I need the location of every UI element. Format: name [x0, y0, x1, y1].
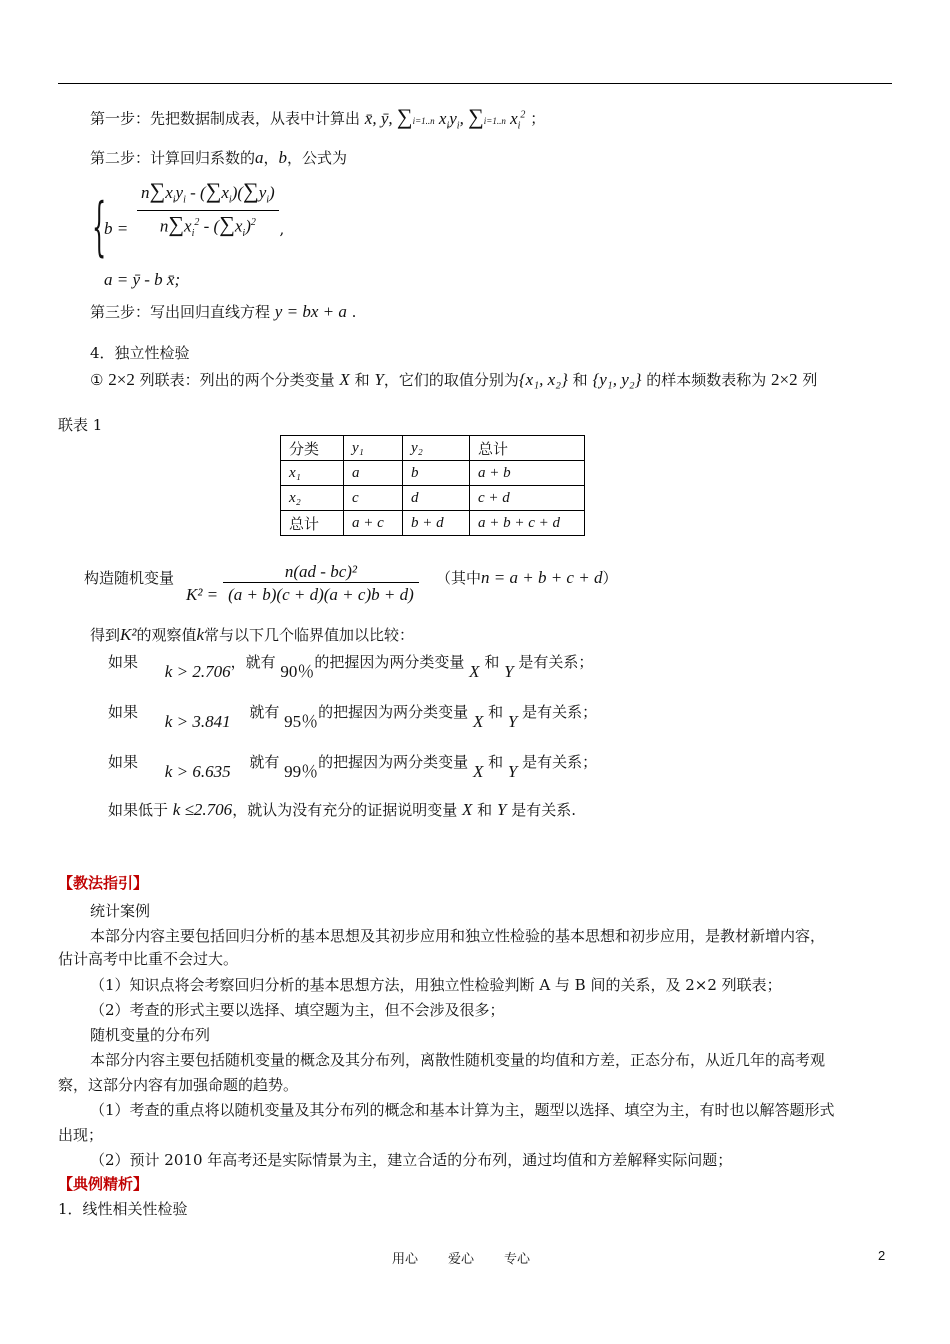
compare-row: [108, 702, 598, 731]
section4-item1: [90, 370, 817, 390]
set-y: {y₁, y₂}: [592, 370, 642, 389]
formula-brace: {: [92, 190, 107, 264]
step2-b: b: [278, 148, 288, 167]
row-cond: k > 2.706: [164, 662, 231, 681]
step2-a: a: [255, 148, 264, 167]
guide-p1: 统计案例: [90, 902, 151, 920]
row-ru: 如果: [108, 753, 139, 771]
item1-text2: ，它们的取值分别为: [383, 371, 519, 389]
last-cond: k ≤2.706: [172, 800, 233, 819]
last-text: ，就认为没有充分的证据说明变量: [232, 801, 458, 819]
examples-item1: 1．线性相关性检验: [58, 1200, 188, 1218]
step1-text: 第一步：先把数据制成表，从表中计算出: [90, 109, 361, 128]
compare-intro: [90, 625, 414, 645]
row-he: 和: [484, 653, 500, 671]
guide-p2a: 本部分内容主要包括回归分析的基本思想及其初步应用和独立性检验的基本思想和初步应用，是教材新增内容，: [90, 927, 826, 945]
row-cond: k > 6.635: [164, 762, 231, 781]
row-ru: 如果: [108, 653, 139, 671]
table-cell: x₂: [281, 486, 344, 511]
table-cell: 分类: [281, 436, 344, 461]
guide-title: 【教法指引】: [58, 874, 149, 892]
table-cell: a + b + c + d: [470, 511, 585, 536]
table-row: [281, 461, 585, 486]
guide-p6a: 本部分内容主要包括随机变量的概念及其分布列，离散性随机变量的均值和方差，正态分布，从近几年的高考观: [90, 1051, 826, 1069]
k2-numerator: n(ad - bc)²: [284, 562, 358, 581]
table-cell: b + d: [403, 511, 470, 536]
footer-motto-2: 爱心: [448, 1252, 475, 1267]
row-ru: 如果: [108, 703, 139, 721]
k2-note: [436, 568, 617, 588]
guide-p7b: 出现；: [58, 1126, 104, 1144]
table-row: [281, 486, 585, 511]
guide-p5: 随机变量的分布列: [90, 1026, 211, 1044]
table-cell: a + c: [344, 511, 403, 536]
row-pct: 99％: [284, 762, 319, 781]
page-number: 2: [878, 1248, 886, 1263]
table-row: [281, 511, 585, 536]
item1-lead: ①: [90, 371, 104, 389]
a-formula: a = ȳ - b x̄;: [104, 270, 181, 289]
row-x: X: [469, 662, 480, 681]
table-cell: x₁: [281, 461, 344, 486]
step1-formula: x̄, ȳ, ∑i=1..n $x_iy_i$, ∑i=1..n $x_i^2$: [364, 103, 526, 132]
row-y: Y: [504, 662, 514, 681]
last-he: 和: [477, 801, 493, 819]
k2-formula: [186, 562, 419, 605]
last-prefix: 如果低于: [108, 801, 169, 819]
table-cell: a: [344, 461, 403, 486]
step1-suffix: ；: [530, 109, 546, 128]
k2-lhs: K² =: [186, 584, 219, 604]
item1-text1: 列联表：列出的两个分类变量: [139, 371, 335, 389]
table-cell: y₂: [403, 436, 470, 461]
step2-text: 第二步：计算回归系数的: [90, 149, 256, 167]
guide-p6b: 察，这部分内容有加强命题的趋势。: [58, 1076, 299, 1094]
intro-k: k: [196, 625, 205, 644]
row-mid: 就有: [249, 703, 280, 721]
he: 和: [354, 371, 370, 389]
row-pct: 90％: [280, 662, 315, 681]
row-cond: k > 3.841: [164, 712, 231, 731]
row-he: 和: [488, 703, 504, 721]
section4-heading: 4．独立性检验: [90, 344, 190, 362]
step1-line: [90, 105, 545, 136]
item1-22b: 2×2: [771, 370, 798, 389]
set-x: {x₁, x₂}: [518, 370, 568, 389]
row-text: 的把握因为两分类变量: [318, 753, 469, 771]
row-he: 和: [488, 753, 504, 771]
step2-tail: ，公式为: [287, 149, 348, 167]
k2-denominator: (a + b)(c + d)(a + c)b + d): [223, 582, 419, 605]
footer-motto-1: 用心: [392, 1252, 419, 1267]
var-x: X: [339, 370, 350, 389]
row-y: Y: [507, 762, 518, 781]
examples-title: 【典例精析】: [58, 1175, 149, 1193]
last-y: Y: [496, 800, 507, 819]
guide-p8: （2）预计 2010 年高考还是实际情景为主，建立合适的分布列，通过均值和方差解释实际问题；: [90, 1151, 733, 1169]
k2-note-close: ）: [602, 569, 618, 587]
item1-line2: 联表 1: [58, 416, 103, 434]
table-cell: c + d: [470, 486, 585, 511]
step3-eq: y = bx + a: [274, 302, 347, 321]
table-cell: y₁: [344, 436, 403, 461]
compare-last: [108, 800, 576, 820]
table-cell: c: [344, 486, 403, 511]
contingency-table: [280, 435, 585, 536]
step2-sep: ，: [263, 149, 279, 167]
row-pct: 95％: [284, 712, 319, 731]
table-cell: 总计: [281, 511, 344, 536]
intro-k2: K²: [120, 625, 137, 644]
step3-text: 第三步：写出回归直线方程: [90, 303, 271, 321]
last-tail: 是有关系.: [511, 801, 576, 819]
item1-lie: 列: [802, 371, 818, 389]
row-text: 的把握因为两分类变量: [314, 653, 465, 671]
last-x: X: [461, 800, 473, 819]
table-cell: d: [403, 486, 470, 511]
k2-note-eq: n = a + b + c + d: [481, 568, 603, 587]
row-tail: 是有关系；: [518, 653, 594, 671]
row-tail: 是有关系；: [522, 753, 598, 771]
step2-line: [90, 148, 347, 168]
intro3: 常与以下几个临界值加以比较：: [204, 626, 415, 644]
guide-p4: （2）考查的形式主要以选择、填空题为主，但不会涉及很多；: [90, 1001, 505, 1019]
row-mid: 就有: [249, 753, 280, 771]
item1-22: 2×2: [108, 370, 135, 389]
row-y: Y: [507, 712, 518, 731]
he2: 和: [572, 371, 588, 389]
footer-motto-3: 专心: [504, 1252, 531, 1267]
row-tail: 是有关系；: [522, 703, 598, 721]
guide-p7a: （1）考查的重点将以随机变量及其分布列的概念和基本计算为主，题型以选择、填空为主，有时也以解答题形式: [90, 1101, 835, 1119]
k2-note-open: （其中: [436, 569, 482, 587]
compare-row: [108, 752, 598, 781]
header-rule: [58, 83, 892, 84]
table-cell: b: [403, 461, 470, 486]
var-y: Y: [374, 370, 384, 389]
item1-text3: 的样本频数表称为: [646, 371, 767, 389]
row-x: X: [472, 712, 484, 731]
table-header-row: [281, 436, 585, 461]
compare-row: [108, 652, 594, 681]
guide-p3: （1）知识点将会考察回归分析的基本思想方法，用独立性检验判断 A 与 B 间的关系，及 2×2 列联表；: [90, 976, 782, 994]
b-formula: b = $\frac{n\sum x_iy_i - (\sum x_i)(\sum y_i)}{n\sum x_i^2 - (\sum x_i)^2}$ ,: [104, 180, 284, 244]
step3-tail: .: [351, 303, 357, 321]
row-text: 的把握因为两分类变量: [318, 703, 469, 721]
step3-line: [90, 302, 356, 322]
row-x: X: [472, 762, 484, 781]
row-mid: ，就有: [230, 653, 276, 671]
intro2: 的观察值: [136, 626, 197, 644]
guide-p2b: 估计高考中比重不会过大。: [58, 950, 239, 968]
table-cell: 总计: [470, 436, 585, 461]
k2-label: 构造随机变量: [84, 569, 175, 587]
intro1: 得到: [90, 626, 121, 644]
table-cell: a + b: [470, 461, 585, 486]
